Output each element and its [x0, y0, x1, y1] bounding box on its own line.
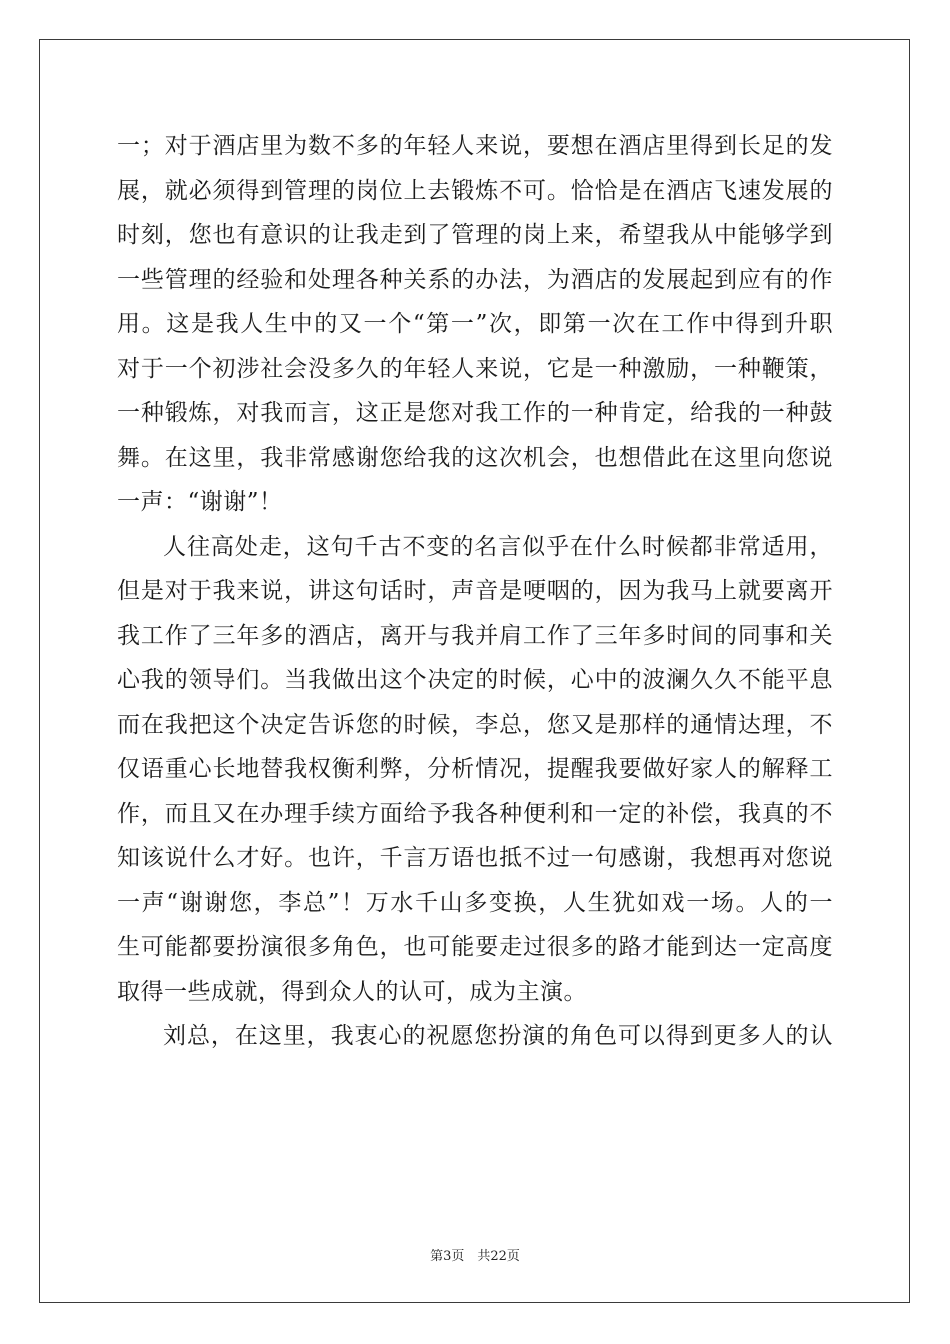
- text-line: 刘总，在这里，我衷心的祝愿您扮演的角色可以得到更多人的认: [163, 1023, 833, 1049]
- text-line: 而在我把这个决定告诉您的时候，李总，您又是那样的通情达理，不: [117, 711, 833, 738]
- text-line: 我工作了三年多的酒店，离开与我并肩工作了三年多时间的同事和关: [117, 622, 833, 649]
- text-line: 心我的领导们。当我做出这个决定的时候，心中的波澜久久不能平息: [117, 667, 833, 693]
- text-line: 生可能都要扮演很多角色，也可能要走过很多的路才能到达一定高度: [117, 934, 833, 960]
- text-line: 展，就必须得到管理的岗位上去锻炼不可。恰恰是在酒店飞速发展的: [117, 177, 833, 204]
- text-line: 用。这是我人生中的又一个“第一”次，即第一次在工作中得到升职: [117, 311, 833, 337]
- text-line: 一声“谢谢您，李总”！万水千山多变换，人生犹如戏一场。人的一: [117, 889, 833, 916]
- text-line: 仅语重心长地替我权衡利弊，分析情况，提醒我要做好家人的解释工: [117, 756, 833, 782]
- text-line: 时刻，您也有意识的让我走到了管理的岗上来，希望我从中能够学到: [117, 222, 833, 248]
- text-line: 但是对于我来说，讲这句话时，声音是哽咽的，因为我马上就要离开: [117, 578, 833, 604]
- text-line: 知该说什么才好。也许，千言万语也抵不过一句感谢，我想再对您说: [117, 845, 833, 871]
- text-line: 舞。在这里，我非常感谢您给我的这次机会，也想借此在这里向您说: [117, 444, 833, 471]
- text-line: 一声：“谢谢”！: [117, 489, 283, 515]
- text-line: 一种锻炼，对我而言，这正是您对我工作的一种肯定，给我的一种鼓: [117, 400, 833, 426]
- text-line: 一些管理的经验和处理各种关系的办法，为酒店的发展起到应有的作: [117, 266, 833, 293]
- page-number-footer: 第3页 共22页: [430, 1249, 520, 1264]
- text-line: 作，而且又在办理手续方面给予我各种便利和一定的补偿，我真的不: [117, 800, 833, 827]
- document-body: [117, 124, 833, 1059]
- text-line: 人往高处走，这句千古不变的名言似乎在什么时候都非常适用，: [163, 533, 833, 560]
- text-line: 取得一些成就，得到众人的认可，成为主演。: [117, 978, 587, 1005]
- text-line: 一；对于酒店里为数不多的年轻人来说，要想在酒店里得到长足的发: [117, 133, 833, 159]
- text-line: 对于一个初涉社会没多久的年轻人来说，它是一种激励，一种鞭策，: [117, 355, 833, 382]
